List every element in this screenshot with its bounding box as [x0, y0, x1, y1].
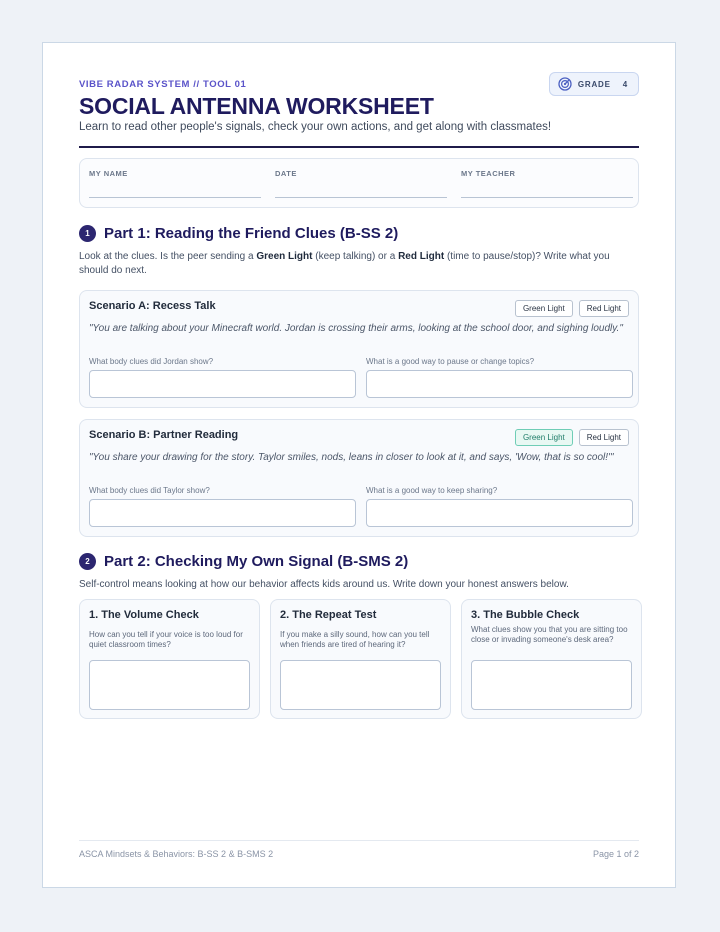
scenario-b-quote: "You share your drawing for the story. Taylor smiles, nods, leans in closer to look at it, and says, 'Wow, that is so cool!'" [89, 452, 614, 463]
repeat-test-question: If you make a silly sound, how can you tell when friends are tired of hearing it? [280, 630, 430, 649]
red-light-button[interactable]: Red Light [579, 429, 629, 446]
teacher-field [461, 169, 633, 198]
scenario-card-a [79, 290, 639, 408]
name-input-line[interactable] [89, 197, 261, 198]
green-light-button[interactable]: Green Light [515, 429, 573, 446]
repeat-test-card [270, 599, 451, 719]
teacher-field-label: MY TEACHER [461, 169, 516, 178]
bubble-check-title: 3. The Bubble Check [471, 609, 580, 621]
bubble-check-answer[interactable] [471, 660, 632, 710]
footer-standards: ASCA Mindsets & Behaviors: B-SS 2 & B-SMS 2 [79, 849, 274, 859]
volume-check-question: How can you tell if your voice is too loud for quiet classroom times? [89, 630, 243, 649]
scenario-b-answer-2[interactable] [366, 499, 633, 527]
red-light-term: Red Light [398, 251, 445, 262]
grade-label: GRADE [577, 79, 611, 89]
volume-check-card [79, 599, 260, 719]
part1-number: 1 [79, 225, 96, 242]
green-light-term: Green Light [256, 251, 313, 262]
scenario-a-title: Scenario A: Recess Talk [89, 300, 216, 312]
scenario-b-question-2: What is a good way to keep sharing? [366, 486, 498, 495]
part1-title: Part 1: Reading the Friend Clues (B-SS 2) [104, 225, 399, 242]
page-subtitle: Learn to read other people's signals, check your own actions, and get along with classmates! [79, 121, 552, 133]
worksheet-page [42, 42, 676, 888]
part1-heading [79, 225, 398, 242]
part2-heading [79, 553, 408, 570]
part2-number: 2 [79, 553, 96, 570]
green-light-button[interactable]: Green Light [515, 300, 573, 317]
scenario-a-answer-2[interactable] [366, 370, 633, 398]
scenario-a-quote: "You are talking about your Minecraft world. Jordan is crossing their arms, looking at the school door, and sighing loudly." [89, 323, 623, 334]
grade-value: 4 [622, 79, 628, 89]
red-light-button[interactable]: Red Light [579, 300, 629, 317]
scenario-b-signal-toggles [515, 429, 629, 446]
bubble-check-question: What clues show you that you are sitting too close or invading someone's desk area? [471, 625, 628, 644]
scenario-b-title: Scenario B: Partner Reading [89, 429, 239, 441]
volume-check-answer[interactable] [89, 660, 250, 710]
scenario-b-question-1: What body clues did Taylor show? [89, 486, 210, 495]
student-info-box [79, 158, 639, 208]
repeat-test-title: 2. The Repeat Test [280, 609, 377, 621]
scenario-a-question-2: What is a good way to pause or change topics? [366, 357, 535, 366]
scenario-a-signal-toggles [515, 300, 629, 317]
scenario-b-answer-1[interactable] [89, 499, 356, 527]
footer-divider [79, 840, 639, 841]
grade-badge [549, 72, 639, 96]
name-field [89, 169, 261, 198]
date-input-line[interactable] [275, 197, 447, 198]
page-title: SOCIAL ANTENNA WORKSHEET [79, 93, 434, 119]
teacher-input-line[interactable] [461, 197, 633, 198]
radar-icon [558, 77, 572, 91]
name-field-label: MY NAME [89, 169, 128, 178]
bubble-check-card [461, 599, 642, 719]
date-field-label: DATE [275, 169, 297, 178]
part2-intro: Self-control means looking at how our behavior affects kids around us. Write down your honest answers below. [79, 579, 569, 590]
page-number: Page 1 of 2 [592, 849, 639, 859]
part2-title: Part 2: Checking My Own Signal (B-SMS 2) [104, 553, 409, 570]
header-divider [79, 146, 639, 148]
scenario-card-b [79, 419, 639, 537]
eyebrow-label: VIBE RADAR SYSTEM // TOOL 01 [79, 79, 247, 90]
repeat-test-answer[interactable] [280, 660, 441, 710]
part1-intro: Look at the clues. Is the peer sending a Green Light (keep talking) or a Red Light (time to pause/stop)? Write what you should do next. [79, 251, 610, 276]
scenario-a-answer-1[interactable] [89, 370, 356, 398]
date-field [275, 169, 447, 198]
scenario-a-question-1: What body clues did Jordan show? [89, 357, 214, 366]
volume-check-title: 1. The Volume Check [89, 609, 199, 621]
